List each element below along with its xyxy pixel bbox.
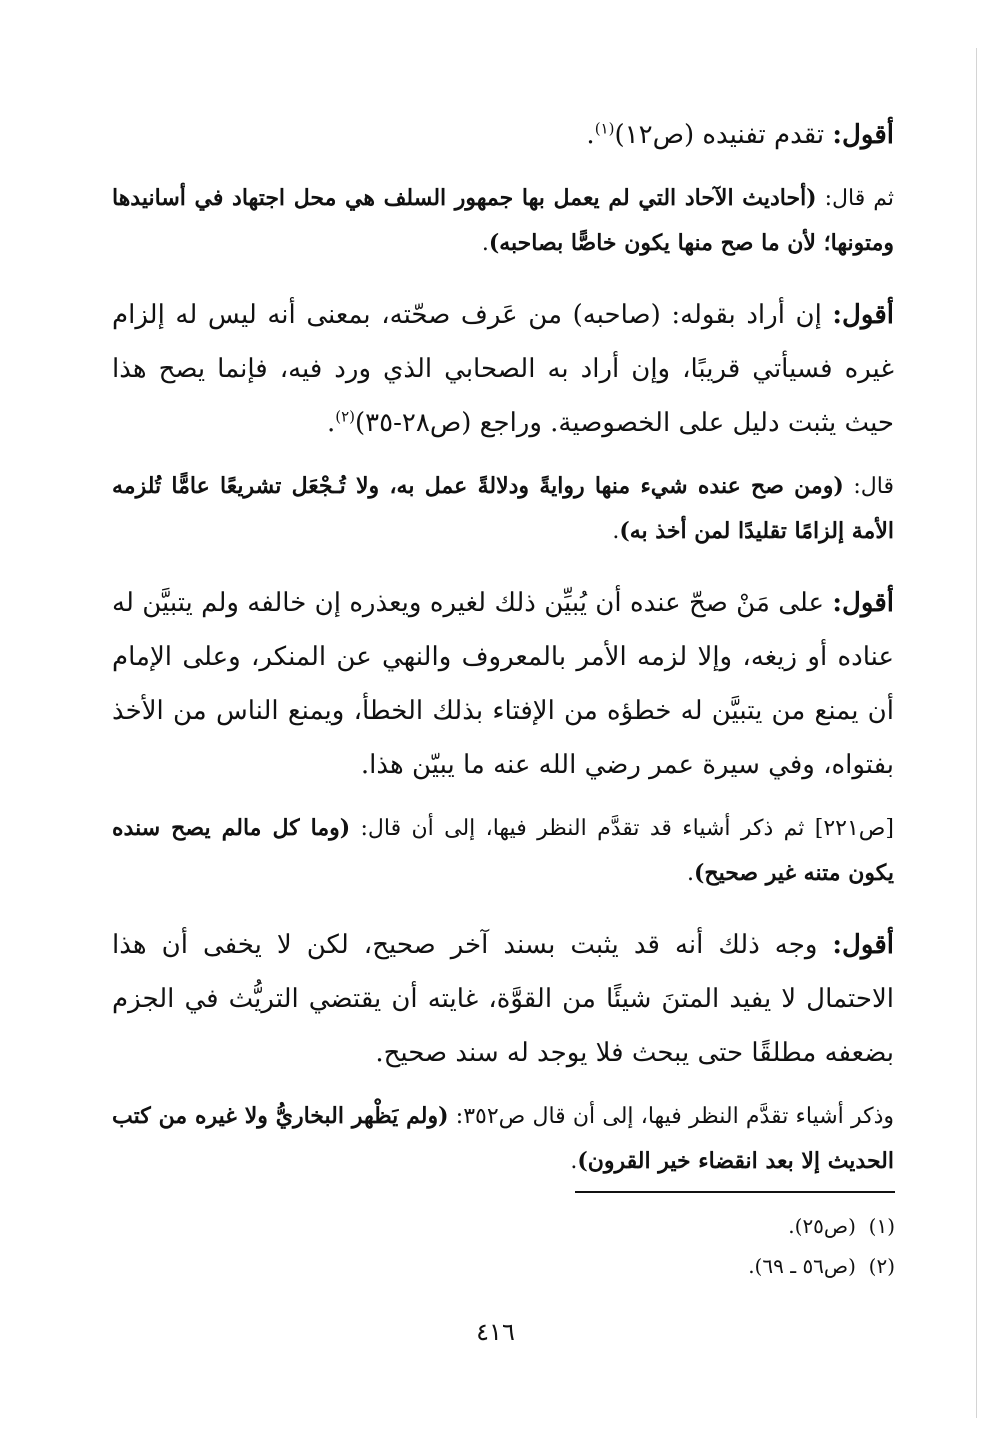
footnote-ref: (١)	[594, 119, 615, 138]
main-text	[112, 108, 894, 1198]
paragraph-1	[112, 108, 894, 162]
paragraph-5	[112, 576, 894, 792]
paragraph-tail: .	[570, 1149, 578, 1174]
footnote-number: (٢)	[868, 1254, 895, 1278]
paragraph-tail: .	[586, 120, 595, 150]
quoted-text: (أحاديث الآحاد التي لم يعمل بها جمهور السلف هي محل اجتهاد في أسانيدها ومتونها؛ لأن ما صح منها يكون خاصًّا بصاحبه)	[112, 185, 894, 256]
paragraph-tail: .	[612, 519, 620, 544]
quoted-text: (وما كل مالم يصح سنده يكون متنه غير صحيح)	[112, 815, 894, 886]
footnote-ref: (٢)	[335, 407, 355, 426]
page-edge-line	[976, 48, 977, 1418]
paragraph-tail: .	[686, 861, 694, 886]
quoted-text: (ومن صح عنده شيء منها روايةً ودلالةً عمل به، ولا تُـجْعَل تشريعًا عامًّا تُلزمه الأمة إلزامًا تقليدًا لمن أخذ به)	[112, 473, 894, 544]
paragraph-7	[112, 918, 894, 1080]
footnote-text: (ص٢٥).	[788, 1214, 856, 1238]
paragraph-tail: .	[481, 231, 489, 256]
paragraph-tail: .	[326, 408, 336, 438]
quote-intro: وذكر أشياء تقدَّم النظر فيها، إلى أن قال ص٣٥٢:	[448, 1104, 895, 1129]
footnote-divider	[575, 1191, 895, 1193]
paragraph-8	[112, 1094, 894, 1184]
quote-intro: [ص٢٢١] ثم ذكر أشياء قد تقدَّم النظر فيها، إلى أن قال:	[350, 816, 894, 841]
footnote-1	[395, 1206, 895, 1246]
lead-word: أقول:	[832, 588, 894, 618]
paragraph-text: تقدم تفنيده (ص١٢)	[614, 120, 833, 150]
paragraph-3	[112, 288, 894, 450]
lead-word: أقول:	[832, 300, 894, 330]
footnote-number: (١)	[868, 1214, 895, 1238]
lead-word: أقول:	[832, 120, 894, 150]
paragraph-2	[112, 176, 894, 266]
paragraph-6	[112, 806, 894, 896]
quote-intro: قال:	[843, 474, 894, 499]
quoted-text: (ولم يَظْهر البخاريُّ ولا غيره من كتب الحديث إلا بعد انقضاء خير القرون)	[112, 1103, 894, 1174]
lead-word: أقول:	[832, 930, 894, 960]
footnote-text: (ص٥٦ ـ ٦٩).	[748, 1254, 856, 1278]
page-number: ٤١٦	[476, 1318, 515, 1346]
paragraph-text: إن أراد بقوله: (صاحبه) من عَرف صحّته، بمعنى أنه ليس له إلزام غيره فسيأتي قريبًا، وإن أراد به الصحابي الذي ورد فيه، فإنما يصح هذا حيث يثبت دليل على الخصوصية. وراجع (ص٢٨-٣٥)	[112, 300, 894, 438]
paragraph-text: على مَنْ صحّ عنده أن يُبيِّن ذلك لغيره ويعذره إن خالفه ولم يتبيَّن له عناده أو زيغه، وإلا لزمه الأمر بالمعروف والنهي عن المنكر، وعلى الإمام أن يمنع من يتبيَّن له خطؤه من الإفتاء بذلك الخطأ، ويمنع الناس من الأخذ بفتواه، وفي سيرة عمر رضي الله عنه ما يبيّن هذا.	[112, 588, 894, 780]
footnote-2	[395, 1246, 895, 1286]
quote-intro: ثم قال:	[816, 186, 894, 211]
paragraph-text: وجه ذلك أنه قد يثبت بسند آخر صحيح، لكن لا يخفى أن هذا الاحتمال لا يفيد المتنَ شيئًا من القوَّة، غايته أن يقتضي التريُّث في الجزم بضعفه مطلقًا حتى يبحث فلا يوجد له سند صحيح.	[112, 930, 894, 1068]
paragraph-4	[112, 464, 894, 554]
footnotes	[395, 1206, 895, 1286]
